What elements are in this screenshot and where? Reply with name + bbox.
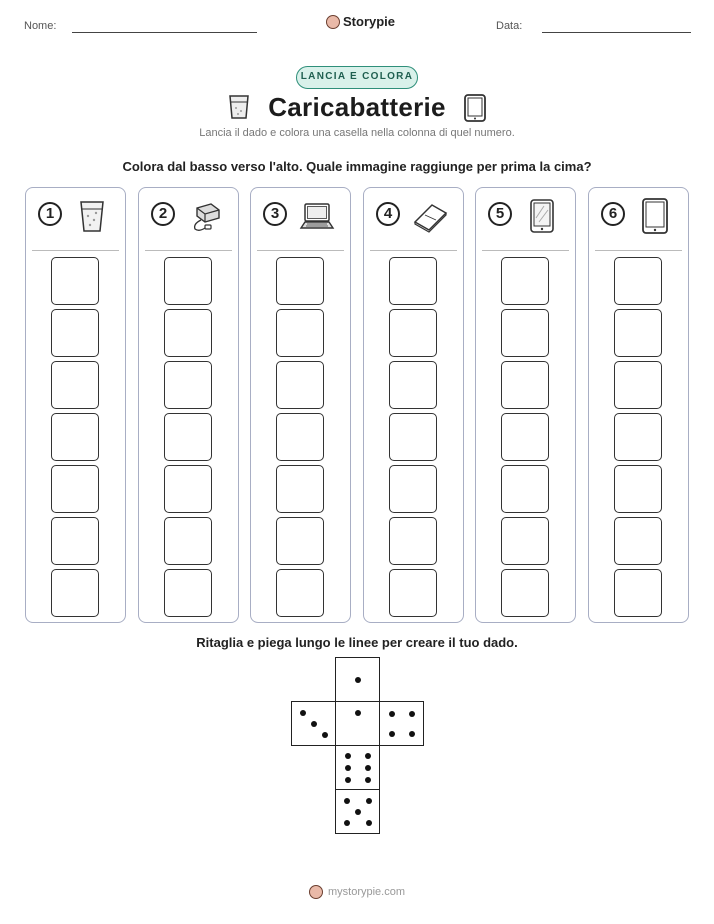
color-cell[interactable] [614,413,662,461]
column-number: 1 [38,202,62,226]
color-cell[interactable] [276,465,324,513]
pip [366,798,372,804]
color-cell[interactable] [614,569,662,617]
pip [355,710,361,716]
color-cell[interactable] [614,257,662,305]
footer [309,885,405,899]
pip [345,777,351,783]
pip [366,820,372,826]
glass-icon [74,198,110,234]
bear-icon [326,15,340,29]
color-cell[interactable] [164,465,212,513]
column-5 [475,187,576,623]
pip [409,711,415,717]
color-cell[interactable] [501,413,549,461]
tablet-icon [463,94,487,122]
color-cell[interactable] [51,413,99,461]
die-face-4 [379,701,424,746]
pip [322,732,328,738]
bear-icon [309,885,323,899]
column-number: 5 [488,202,512,226]
column-number: 3 [263,202,287,226]
pip [345,753,351,759]
die-face-3 [291,701,336,746]
column-divider [370,250,457,251]
color-cell[interactable] [276,413,324,461]
color-cell[interactable] [51,361,99,409]
laptop-icon [299,198,335,234]
color-cell[interactable] [51,465,99,513]
pip [344,820,350,826]
color-cell[interactable] [389,309,437,357]
pip [389,731,395,737]
pip [345,765,351,771]
page-title: Caricabatterie [268,92,446,122]
pip [409,731,415,737]
column-divider [257,250,344,251]
column-number: 2 [151,202,175,226]
instruction: Colora dal basso verso l'alto. Quale immagine raggiunge per prima la cima? [122,159,592,174]
footer-url: mystorypie.com [328,886,406,898]
notebook-icon [412,198,448,234]
column-divider [482,250,569,251]
pip [365,753,371,759]
activity-badge: LANCIA E COLORA [296,66,418,89]
column-divider [32,250,119,251]
color-cell[interactable] [614,465,662,513]
color-cell[interactable] [501,361,549,409]
pip [311,721,317,727]
color-cell[interactable] [51,569,99,617]
brand-logo [326,14,395,29]
column-4 [363,187,464,623]
color-cell[interactable] [501,309,549,357]
color-cell[interactable] [389,257,437,305]
column-1 [25,187,126,623]
color-cell[interactable] [389,413,437,461]
column-3 [250,187,351,623]
tablet-icon [524,198,560,234]
date-label: Data: [496,20,523,32]
column-divider [595,250,682,251]
name-line[interactable] [72,32,257,33]
color-cell[interactable] [276,361,324,409]
color-cell[interactable] [501,465,549,513]
subtitle: Lancia il dado e colora una casella nella colonna di quel numero. [199,127,515,139]
color-cell[interactable] [389,361,437,409]
color-cell[interactable] [614,517,662,565]
cut-instruction: Ritaglia e piega lungo le linee per creare il tuo dado. [196,635,518,650]
color-cell[interactable] [501,257,549,305]
pip [389,711,395,717]
color-cell[interactable] [164,569,212,617]
color-cell[interactable] [276,569,324,617]
pip [355,809,361,815]
color-cell[interactable] [276,309,324,357]
tablet-icon [637,198,673,234]
date-line[interactable] [542,32,691,33]
column-divider [145,250,232,251]
column-number: 6 [601,202,625,226]
color-cell[interactable] [164,517,212,565]
die-face-1b [335,701,380,746]
die-face-1 [335,657,380,702]
color-cell[interactable] [164,257,212,305]
die-face-5 [335,789,380,834]
color-cell[interactable] [501,569,549,617]
color-cell[interactable] [501,517,549,565]
color-cell[interactable] [614,361,662,409]
pip [355,677,361,683]
color-cell[interactable] [164,309,212,357]
color-cell[interactable] [389,517,437,565]
pip [365,777,371,783]
name-label: Nome: [24,20,57,32]
die-face-6 [335,745,380,790]
color-cell[interactable] [614,309,662,357]
column-2 [138,187,239,623]
charger-icon [187,198,223,234]
pip [344,798,350,804]
column-number: 4 [376,202,400,226]
color-cell[interactable] [51,309,99,357]
column-6 [588,187,689,623]
color-cell[interactable] [276,517,324,565]
pip [365,765,371,771]
color-cell[interactable] [389,569,437,617]
pip [300,710,306,716]
color-cell[interactable] [389,465,437,513]
color-cell[interactable] [51,517,99,565]
color-cell[interactable] [164,361,212,409]
brand-name: Storypie [343,14,396,29]
color-cell[interactable] [276,257,324,305]
color-cell[interactable] [51,257,99,305]
color-cell[interactable] [164,413,212,461]
